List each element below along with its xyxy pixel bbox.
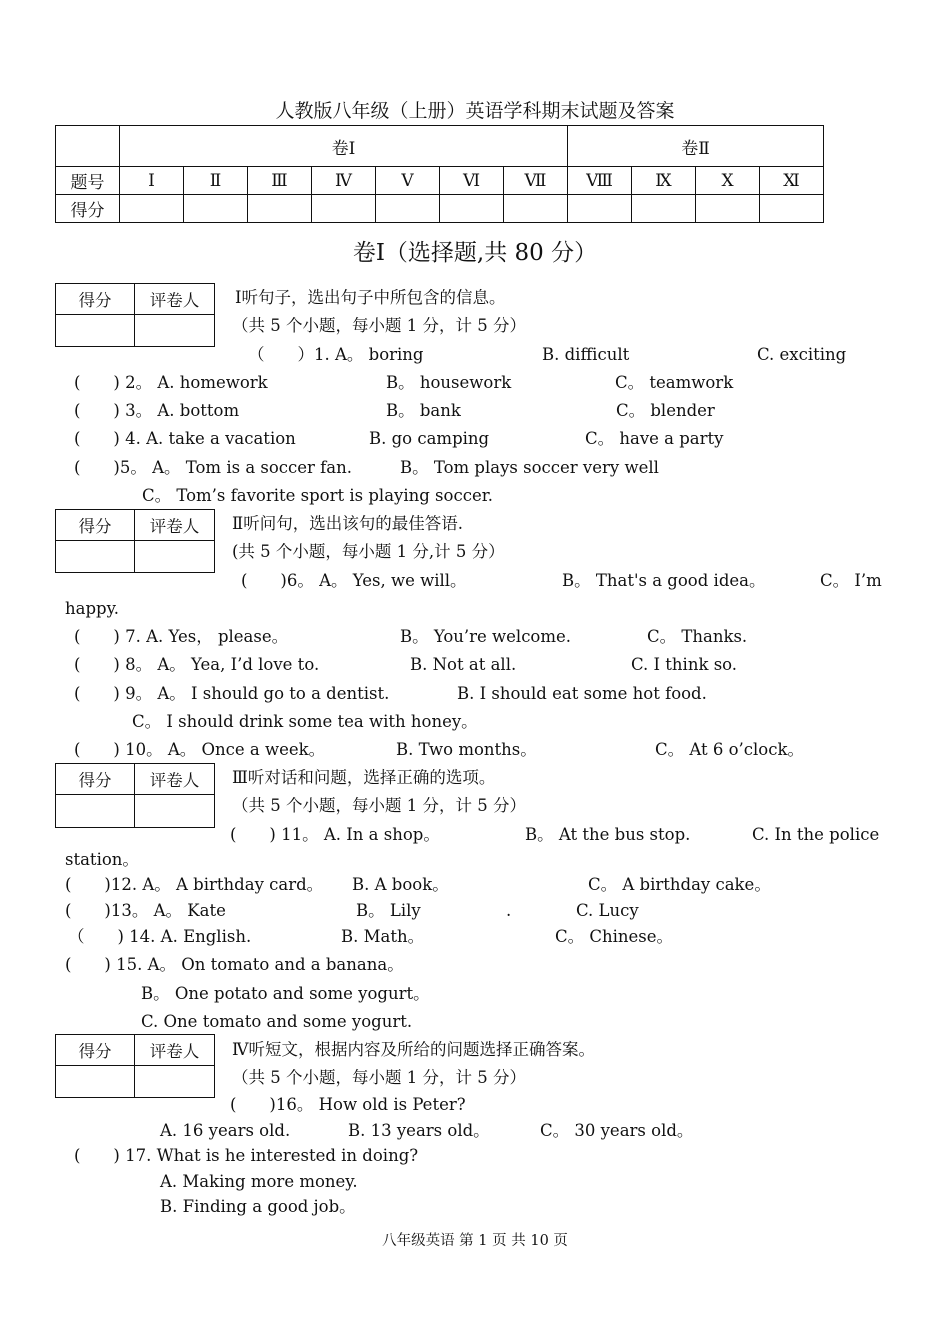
option-text: station。 [65,850,139,869]
option-text: C。 I’m [820,571,882,590]
question-item: ( ) 8。 A。 Yea, I’d love to. [74,655,320,674]
grader-score-label: 得分 [56,510,135,541]
question-item: ( )16。 How old is Peter? [230,1095,466,1114]
option-text: B。 You’re welcome. [400,627,572,646]
page-footer: 八年级英语 第 1 页 共 10 页 [382,1233,568,1249]
option-text: B。 housework [386,373,512,392]
score-cell [632,195,696,223]
section-title: 卷Ⅰ（选择题,共 80 分） [352,240,598,266]
col-number: Ⅵ [440,167,504,195]
part-note: （共 5 个小题，每小题 1 分，计 5 分） [232,796,526,815]
col-number: Ⅺ [760,167,824,195]
score-cell [376,195,440,223]
vol1-header: 卷Ⅰ [120,126,568,167]
document-title: 人教版八年级（上册）英语学科期末试题及答案 [275,100,675,122]
option-text: B。 That's a good idea。 [562,571,766,590]
col-number: Ⅱ [184,167,248,195]
col-number: Ⅳ [312,167,376,195]
part-note: (共 5 个小题，每小题 1 分,计 5 分） [232,542,505,561]
part-note: （共 5 个小题，每小题 1 分，计 5 分） [232,1068,526,1087]
grader-score-label: 得分 [56,764,135,795]
question-item: ( )13。 A。 Kate [65,901,226,920]
option-text: . [506,901,512,920]
option-text: C。 Tom’s favorite sport is playing soccer. [142,486,494,505]
score-cell [248,195,312,223]
option-text: B. Finding a good job。 [160,1197,356,1216]
score-cell [120,195,184,223]
option-text: C。 At 6 o’clock。 [655,740,804,759]
option-text: C. In the police [752,825,880,844]
question-item: ( ) 2。 A. homework [74,373,268,392]
option-text: happy. [65,599,119,618]
option-text: C。 teamwork [615,373,734,392]
col-number: Ⅰ [120,167,184,195]
option-text: C. Lucy [576,901,639,920]
option-text: C。 Chinese。 [555,927,674,946]
option-text: B. difficult [542,345,630,364]
grader-score-label: 得分 [56,284,135,315]
question-item: ( ) 11。 A. In a shop。 [230,825,440,844]
option-text: B. Two months。 [396,740,537,759]
option-text: B. A book。 [352,875,449,894]
question-item: ( )6。 A。 Yes, we will。 [241,571,467,590]
option-text: B. go camping [369,429,490,448]
grader-box-2 [55,509,215,573]
question-item: ( ) 7. A. Yes， please。 [74,627,289,646]
grader-box-1 [55,283,215,347]
option-text: B。 One potato and some yogurt。 [141,984,430,1003]
question-item: ( ) 10。 A。 Once a week。 [74,740,326,759]
option-text: B。 Lily [356,901,421,920]
part-heading: Ⅰ听句子，选出句子中所包含的信息。 [235,288,506,307]
col-number: Ⅴ [376,167,440,195]
grader-name-label: 评卷人 [135,284,215,315]
row-label-number: 题号 [56,167,120,195]
option-text: B。 bank [386,401,461,420]
option-text: B。 Tom plays soccer very well [400,458,659,477]
score-cell [184,195,248,223]
grader-name-label: 评卷人 [135,764,215,795]
score-cell [312,195,376,223]
option-text: C。 Thanks. [647,627,748,646]
option-text: A. 16 years old. [160,1121,291,1140]
option-text: C。 A birthday cake。 [588,875,771,894]
grader-box-4 [55,1034,215,1098]
part-heading: Ⅲ听对话和问题，选择正确的选项。 [232,768,496,787]
score-cell [760,195,824,223]
option-text: C。 I should drink some tea with honey。 [132,712,478,731]
grader-name-label: 评卷人 [135,1035,215,1066]
row-label-score: 得分 [56,195,120,223]
question-item: ( )5。 A。 Tom is a soccer fan. [74,458,352,477]
grader-name-label: 评卷人 [135,510,215,541]
part-heading: Ⅱ听问句，选出该句的最佳答语. [232,514,463,533]
question-item: ( ) 15. A。 On tomato and a banana。 [65,955,404,974]
col-number: Ⅶ [504,167,568,195]
question-item: ( )12. A。 A birthday card。 [65,875,324,894]
col-number: Ⅹ [696,167,760,195]
option-text: C。 blender [616,401,715,420]
option-text: C。 30 years old。 [540,1121,694,1140]
question-item: ( ) 9。 A。 I should go to a dentist. [74,684,390,703]
col-number: Ⅲ [248,167,312,195]
vol2-header: 卷Ⅱ [568,126,824,167]
score-cell [696,195,760,223]
score-table [55,125,824,223]
col-number: Ⅷ [568,167,632,195]
grader-box-3 [55,763,215,828]
part-heading: Ⅳ听短文，根据内容及所给的问题选择正确答案。 [232,1040,595,1059]
score-cell [504,195,568,223]
col-number: Ⅸ [632,167,696,195]
option-text: B. Not at all. [410,655,517,674]
option-text: C. exciting [757,345,847,364]
grader-score-label: 得分 [56,1035,135,1066]
question-item: ( ) 3。 A. bottom [74,401,240,420]
question-item: （ ) 14. A. English. [68,927,252,946]
score-cell [440,195,504,223]
option-text: B. 13 years old。 [348,1121,490,1140]
question-item: ( ) 4. A. take a vacation [74,429,296,448]
option-text: C. One tomato and some yogurt. [141,1012,413,1031]
option-text: C. I think so. [631,655,738,674]
option-text: B. I should eat some hot food. [457,684,707,703]
question-item: ( ) 17. What is he interested in doing? [74,1146,419,1165]
option-text: A. Making more money. [160,1172,358,1191]
part-note: （共 5 个小题，每小题 1 分，计 5 分） [232,316,526,335]
option-text: B. Math。 [341,927,425,946]
option-text: B。 At the bus stop. [525,825,691,844]
option-text: C。 have a party [585,429,724,448]
score-cell [568,195,632,223]
question-item: （ ）1. A。 boring [248,345,424,364]
